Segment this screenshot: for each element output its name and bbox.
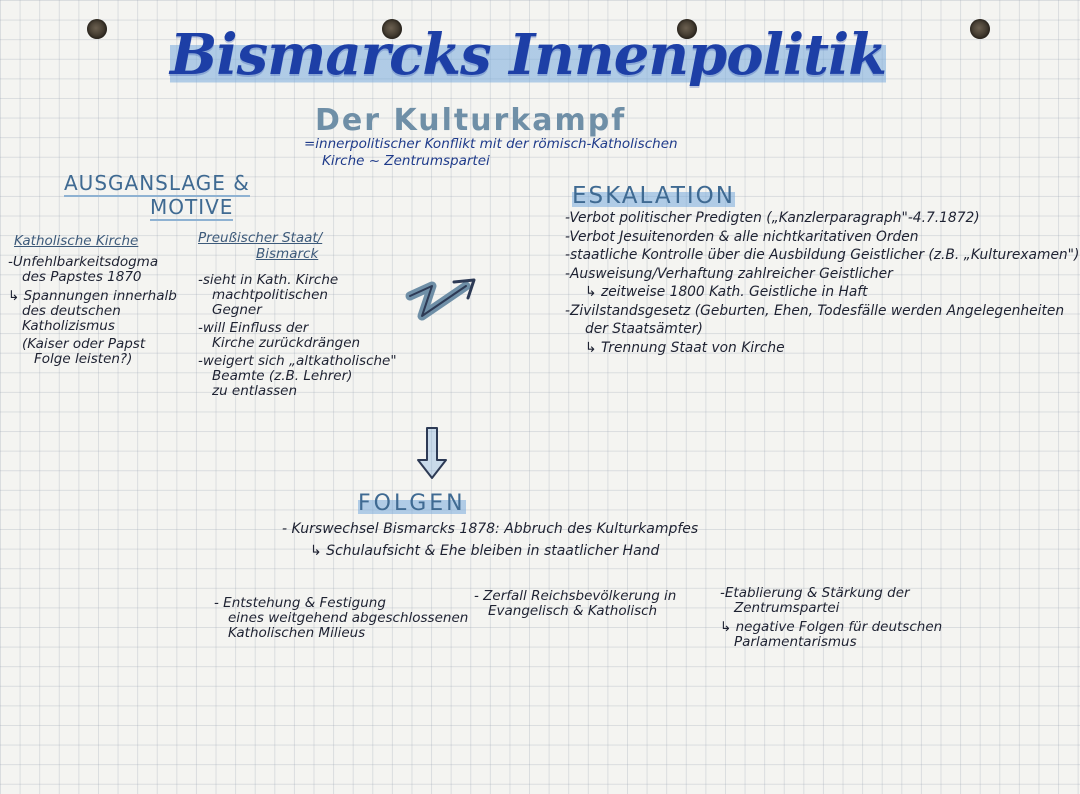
- column-title-kirche: Katholische Kirche: [14, 233, 139, 249]
- definition-line: Kirche ~ Zentrumspartei: [322, 153, 490, 169]
- folgen-col-2: [474, 589, 676, 619]
- list-item: der Staatsämter): [585, 321, 703, 337]
- list-item: ↳ Trennung Staat von Kirche: [585, 339, 785, 356]
- text-line: Gegner: [212, 302, 262, 318]
- heading-folgen-text: FOLGEN: [358, 491, 466, 516]
- folgen-main: [282, 518, 698, 562]
- text-line: -sieht in Kath. Kirche: [198, 272, 339, 288]
- list-item: -Verbot politischer Predigten („Kanzlerparagraph"-4.7.1872): [565, 210, 980, 226]
- text-line: ↳ Schulaufsicht & Ehe bleiben in staatlicher Hand: [310, 543, 660, 559]
- page-title: [170, 22, 886, 88]
- list-item: -staatliche Kontrolle über die Ausbildung Geistlicher (z.B. „Kulturexamen"): [565, 247, 1080, 263]
- zigzag-arrow-icon: [404, 272, 482, 334]
- heading-folgen: [358, 491, 466, 516]
- heading-ausgangslage: [64, 171, 250, 219]
- text-line: Parlamentarismus: [734, 634, 857, 650]
- text-line: (Kaiser oder Papst: [22, 336, 146, 352]
- column-staat: [198, 273, 397, 399]
- column-title-staat: [198, 230, 322, 262]
- column-title-staat-line2: Bismarck: [256, 246, 319, 262]
- punch-hole-icon: [970, 19, 990, 39]
- text-line: -weigert sich „altkatholische": [198, 353, 397, 369]
- definition: [304, 136, 678, 170]
- text-line: - Kurswechsel Bismarcks 1878: Abbruch des Kulturkampfes: [282, 521, 699, 537]
- punch-hole-icon: [87, 19, 107, 39]
- text-line: -will Einfluss der: [198, 320, 309, 336]
- text-line: - Zerfall Reichsbevölkerung in: [474, 588, 677, 604]
- page-subtitle: Der Kulturkampf: [315, 103, 627, 138]
- text-line: ↳ Spannungen innerhalb: [8, 288, 177, 304]
- text-line: -Unfehlbarkeitsdogma: [8, 254, 159, 270]
- text-line: - Entstehung & Festigung: [214, 595, 386, 611]
- text-line: des Papstes 1870: [22, 269, 142, 285]
- heading-ausgangslage-line2: MOTIVE: [150, 195, 234, 219]
- folgen-col-3: [720, 586, 942, 650]
- text-line: eines weitgehend abgeschlossenen: [228, 610, 469, 626]
- page-title-text: Bismarcks Innenpolitik: [170, 22, 887, 88]
- text-line: Katholischen Milieus: [228, 625, 366, 641]
- text-line: Evangelisch & Katholisch: [488, 603, 658, 619]
- text-line: Katholizismus: [22, 318, 115, 334]
- list-item: ↳ zeitweise 1800 Kath. Geistliche in Haft: [585, 284, 868, 300]
- text-line: Zentrumspartei: [734, 600, 840, 616]
- text-line: machtpolitischen: [212, 287, 328, 303]
- text-line: Kirche zurückdrängen: [212, 335, 361, 351]
- text-line: Folge leisten?): [34, 351, 133, 367]
- eskalation-list: [565, 209, 1079, 357]
- down-arrow-icon: [415, 426, 449, 482]
- heading-ausgangslage-line1: AUSGANSLAGE &: [64, 171, 250, 195]
- list-item: -Ausweisung/Verhaftung zahlreicher Geistlicher: [565, 265, 893, 282]
- folgen-col-1: [214, 596, 468, 641]
- text-line: des deutschen: [22, 303, 121, 319]
- text-line: -Etablierung & Stärkung der: [720, 585, 910, 601]
- column-kirche: [8, 255, 177, 367]
- text-line: zu entlassen: [212, 383, 298, 399]
- heading-eskalation-text: ESKALATION: [572, 183, 735, 209]
- list-item: -Verbot Jesuitenorden & alle nichtkaritativen Orden: [565, 228, 919, 245]
- list-item: -Zivilstandsgesetz (Geburten, Ehen, Todesfälle werden Angelegenheiten: [565, 302, 1065, 319]
- column-title-staat-line1: Preußischer Staat/: [198, 230, 323, 246]
- text-line: ↳ negative Folgen für deutschen: [720, 619, 943, 635]
- heading-eskalation: [572, 183, 735, 209]
- text-line: Beamte (z.B. Lehrer): [212, 368, 353, 384]
- definition-line: =innerpolitischer Konflikt mit der römisch-Katholischen: [304, 136, 678, 152]
